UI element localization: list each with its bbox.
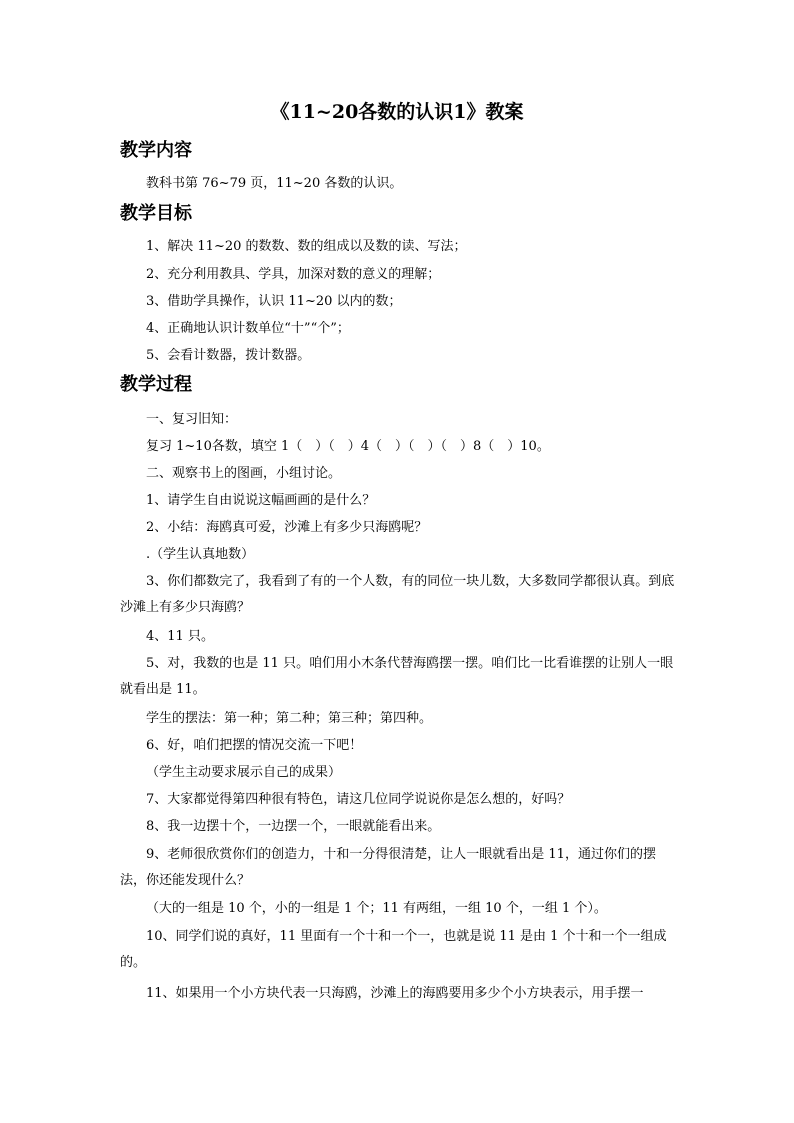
goal-item: 2、充分利用教具、学具，加深对数的意义的理解； (146, 267, 441, 282)
process-paragraph: 10、同学们说的真好，11 里面有一个十和一个一，也就是说 11 是由 1 个十和一个一组成的。 (120, 929, 667, 970)
process-paragraph: 6、好，咱们把摆的情况交流一下吧！ (146, 738, 363, 753)
process-paragraph: （学生主动要求展示自己的成果） (146, 765, 342, 780)
process-paragraph: 8、我一边摆十个，一边摆一个，一眼就能看出来。 (146, 819, 441, 834)
section-heading-content: 教学内容 (120, 140, 192, 161)
goal-item: 3、借助学具操作，认识 11~20 以内的数； (146, 294, 402, 309)
process-paragraph: （大的一组是 10 个，小的一组是 1 个；11 有两组，一组 10 个，一组 1 个）。 (146, 901, 607, 916)
goal-item: 4、正确地认识计数单位“十”“个”； (146, 321, 350, 336)
process-paragraph: 一、复习旧知： (146, 412, 238, 427)
process-paragraph: 7、大家都觉得第四种很有特色，请这几位同学说说你是怎么想的，好吗？ (146, 792, 571, 807)
process-paragraph: 5、对，我数的也是 11 只。咱们用小木条代替海鸥摆一摆。咱们比一比看谁摆的让别人一眼就看出是 11。 (120, 656, 674, 697)
section-heading-goals: 教学目标 (120, 203, 192, 224)
goal-item: 5、会看计数器，拨计数器。 (146, 348, 311, 363)
goal-item: 1、解决 11~20 的数数、数的组成以及数的读、写法； (146, 239, 467, 254)
process-paragraph: 学生的摆法：第一种；第二种；第三种；第四种。 (146, 711, 433, 726)
process-paragraph: 复习 1~10各数，填空 1（ ）（ ）4（ ）（ ）（ ）8（ ）10。 (146, 439, 550, 454)
process-paragraph: .（学生认真地数） (146, 547, 255, 562)
process-paragraph: 4、11 只。 (146, 629, 214, 644)
process-paragraph: 3、你们都数完了，我看到了有的一个人数，有的同位一块儿数，大多数同学都很认真。到底沙滩上有多少只海鸥？ (120, 574, 675, 615)
process-paragraph: 2、小结：海鸥真可爱，沙滩上有多少只海鸥呢？ (146, 520, 428, 535)
document-title: 《11~20各数的认识1》教案 (270, 101, 524, 123)
section-heading-process: 教学过程 (120, 374, 192, 395)
process-paragraph: 二、观察书上的图画，小组讨论。 (146, 466, 342, 481)
process-paragraph: 9、老师很欣赏你们的创造力，十和一分得很清楚，让人一眼就看出是 11，通过你们的摆法，你还能发现什么？ (120, 847, 656, 888)
process-paragraph: 1、请学生自由说说这幅画画的是什么？ (146, 493, 376, 508)
content-paragraph: 教科书第 76~79 页，11~20 各数的认识。 (146, 176, 403, 191)
process-paragraph: 11、如果用一个小方块代表一只海鸥，沙滩上的海鸥要用多少个小方块表示，用手摆一 (146, 986, 644, 1001)
